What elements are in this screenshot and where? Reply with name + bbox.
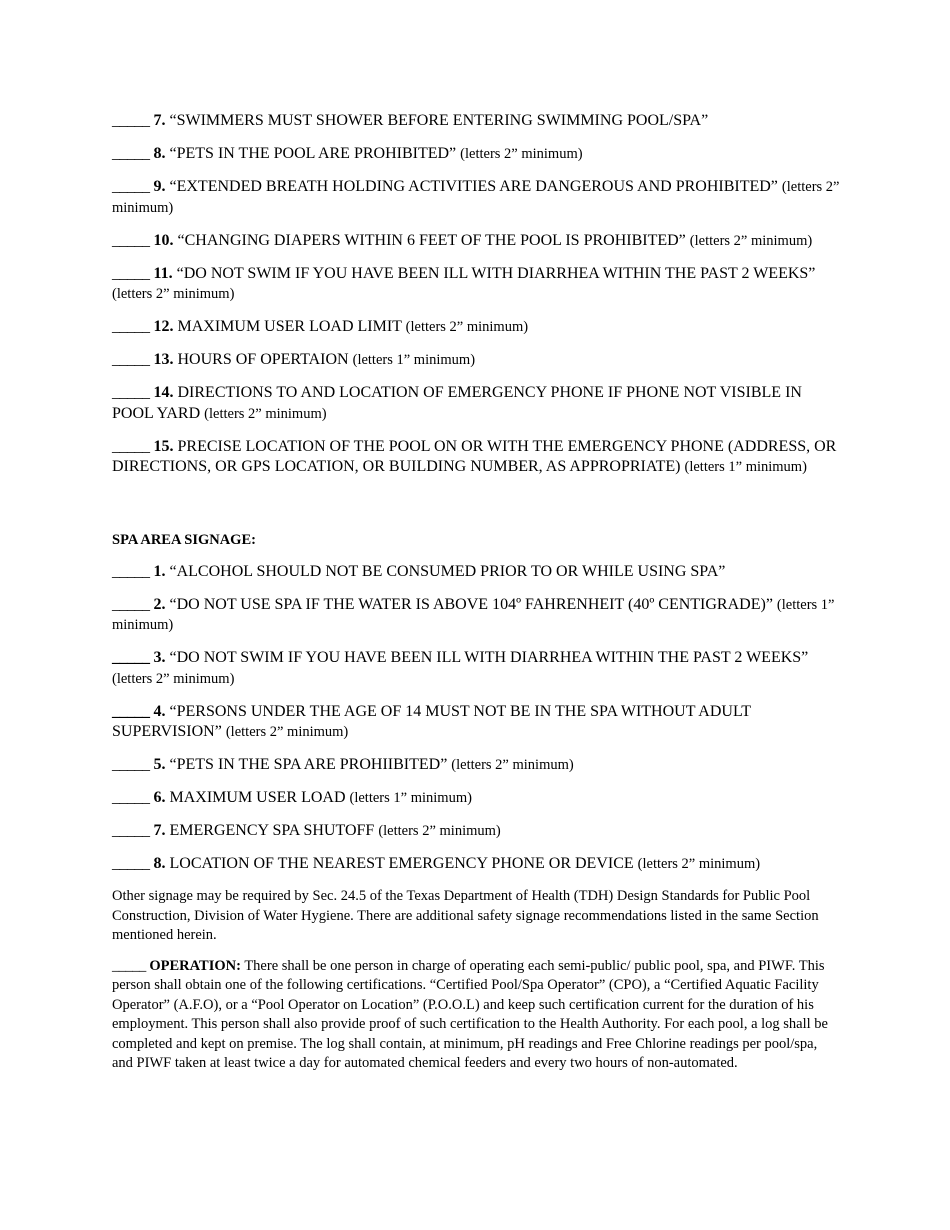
item-note: (letters 2” minimum) xyxy=(460,146,583,162)
checkbox-blank: _____ xyxy=(112,178,150,195)
item-text: EMERGENCY SPA SHUTOFF xyxy=(169,822,375,839)
checkbox-blank: _____ xyxy=(112,649,150,666)
checkbox-blank: _____ xyxy=(112,957,146,974)
checkbox-blank: _____ xyxy=(112,562,150,580)
item-number: 6. xyxy=(153,789,166,806)
checklist-item xyxy=(112,437,840,478)
item-note: (letters 2” minimum) xyxy=(225,724,349,740)
checklist-item xyxy=(112,383,840,424)
checklist-item xyxy=(112,595,840,636)
checklist-item xyxy=(112,264,840,305)
checklist-item xyxy=(112,854,840,875)
item-note: (letters 2” minimum) xyxy=(112,286,235,302)
item-text: MAXIMUM USER LOAD LIMIT xyxy=(177,318,402,335)
item-note: (letters 2” minimum) xyxy=(204,405,327,422)
checkbox-blank: _____ xyxy=(112,145,150,162)
item-text: MAXIMUM USER LOAD xyxy=(169,789,346,806)
checkbox-blank: _____ xyxy=(112,789,150,806)
item-note: (letters 2” minimum) xyxy=(112,670,235,687)
operation-paragraph xyxy=(112,957,840,1074)
checklist-item xyxy=(112,111,840,132)
item-note: (letters 2” minimum) xyxy=(378,823,501,839)
item-text: “SWIMMERS MUST SHOWER BEFORE ENTERING SWIMMING POOL/SPA” xyxy=(169,112,709,129)
item-note: (letters 2” minimum) xyxy=(689,232,813,249)
item-number: 1. xyxy=(153,562,166,580)
operation-text: There shall be one person in charge of operating each semi-public/ public pool, spa, and PIWF. This person shall obtain one of the following certifications. “Certified Pool/Spa Operator” (CPO), a “Certified Aquatic Facility Operator” (A.F.O), or a “Pool Operator on Location” (P.O.O.L) and keep such certification current for the duration of his employment. This person shall also provide proof of such certification to the Health Authority. For each pool, a log shall be completed and kept on premise. The log shall contain, at minimum, pH readings and Free Chlorine readings per pool/spa, and PIWF taken at least twice a day for automated chemical feeders and every two hours of non-automated. xyxy=(112,957,828,1071)
item-text: “DO NOT SWIM IF YOU HAVE BEEN ILL WITH DIARRHEA WITHIN THE PAST 2 WEEKS” xyxy=(169,649,809,666)
item-number: 11. xyxy=(153,264,173,282)
item-number: 4. xyxy=(153,702,166,720)
checkbox-blank: _____ xyxy=(112,318,150,335)
item-text: “DO NOT USE SPA IF THE WATER IS ABOVE 104º FAHRENHEIT (40º CENTIGRADE)” xyxy=(169,595,773,613)
item-text: “DO NOT SWIM IF YOU HAVE BEEN ILL WITH DIARRHEA WITHIN THE PAST 2 WEEKS” xyxy=(176,264,816,282)
item-number: 9. xyxy=(153,178,166,195)
pool-signage-list xyxy=(112,111,840,478)
checkbox-blank: _____ xyxy=(112,231,150,249)
item-note: (letters 2” minimum) xyxy=(405,319,529,335)
item-note: (letters 1” minimum) xyxy=(112,596,835,633)
item-number: 2. xyxy=(153,595,166,613)
item-number: 12. xyxy=(153,318,174,335)
checkbox-blank: _____ xyxy=(112,112,150,129)
operation-label: OPERATION: xyxy=(149,957,241,974)
checkbox-blank: _____ xyxy=(112,702,150,720)
item-text: DIRECTIONS TO AND LOCATION OF EMERGENCY PHONE IF PHONE NOT VISIBLE IN POOL YARD xyxy=(112,384,802,422)
checklist-item xyxy=(112,755,840,776)
checkbox-blank: _____ xyxy=(112,437,150,455)
checklist-item xyxy=(112,350,840,371)
item-note: (letters 1” minimum) xyxy=(684,459,807,475)
checklist-item xyxy=(112,177,840,218)
item-number: 10. xyxy=(153,231,174,249)
checkbox-blank: _____ xyxy=(112,384,150,401)
checkbox-blank: _____ xyxy=(112,822,150,839)
spa-signage-list xyxy=(112,562,840,875)
item-number: 15. xyxy=(153,437,174,455)
checklist-item xyxy=(112,788,840,809)
item-number: 8. xyxy=(153,855,166,872)
item-number: 14. xyxy=(153,384,174,401)
checklist-item xyxy=(112,821,840,842)
other-signage-paragraph: Other signage may be required by Sec. 24.5 of the Texas Department of Health (TDH) Design Standards for Public Pool Construction, Division of Water Hygiene. There are additional safety signage recommendations listed in the same Section mentioned herein. xyxy=(112,888,819,943)
document-page xyxy=(112,111,840,1085)
item-text: “PETS IN THE SPA ARE PROHIIBITED” xyxy=(169,756,448,773)
item-text: “PERSONS UNDER THE AGE OF 14 MUST NOT BE IN THE SPA WITHOUT ADULT SUPERVISION” xyxy=(112,702,751,740)
item-text: “EXTENDED BREATH HOLDING ACTIVITIES ARE DANGEROUS AND PROHIBITED” xyxy=(169,178,778,195)
item-number: 7. xyxy=(153,822,166,839)
item-note: (letters 1” minimum) xyxy=(352,352,476,368)
item-note: (letters 1” minimum) xyxy=(349,790,472,806)
item-number: 5. xyxy=(153,756,166,773)
item-text: “ALCOHOL SHOULD NOT BE CONSUMED PRIOR TO OR WHILE USING SPA” xyxy=(169,562,726,580)
spa-heading: SPA AREA SIGNAGE: xyxy=(112,531,256,548)
item-note: (letters 2” minimum) xyxy=(637,856,761,872)
item-note: (letters 2” minimum) xyxy=(451,757,574,773)
checklist-item xyxy=(112,562,840,583)
item-number: 3. xyxy=(153,649,166,666)
checklist-item xyxy=(112,648,840,689)
checkbox-blank: _____ xyxy=(112,756,150,773)
checklist-item xyxy=(112,231,840,252)
item-note: (letters 2” minimum) xyxy=(112,179,840,216)
item-number: 7. xyxy=(153,112,166,129)
item-number: 8. xyxy=(153,145,166,162)
item-text: LOCATION OF THE NEAREST EMERGENCY PHONE OR DEVICE xyxy=(169,855,634,872)
checklist-item xyxy=(112,144,840,165)
item-text: “PETS IN THE POOL ARE PROHIBITED” xyxy=(169,145,457,162)
item-text: “CHANGING DIAPERS WITHIN 6 FEET OF THE POOL IS PROHIBITED” xyxy=(177,231,686,249)
checkbox-blank: _____ xyxy=(112,264,150,282)
checklist-item xyxy=(112,317,840,338)
checkbox-blank: _____ xyxy=(112,855,150,872)
item-text: HOURS OF OPERTAION xyxy=(177,351,349,368)
item-number: 13. xyxy=(153,351,174,368)
checkbox-blank: _____ xyxy=(112,351,150,368)
checkbox-blank: _____ xyxy=(112,595,150,613)
item-text: PRECISE LOCATION OF THE POOL ON OR WITH THE EMERGENCY PHONE (ADDRESS, OR DIRECTIONS, OR GPS LOCATION, OR BUILDING NUMBER, AS APPROPRIATE) xyxy=(112,437,837,475)
checklist-item xyxy=(112,702,840,743)
